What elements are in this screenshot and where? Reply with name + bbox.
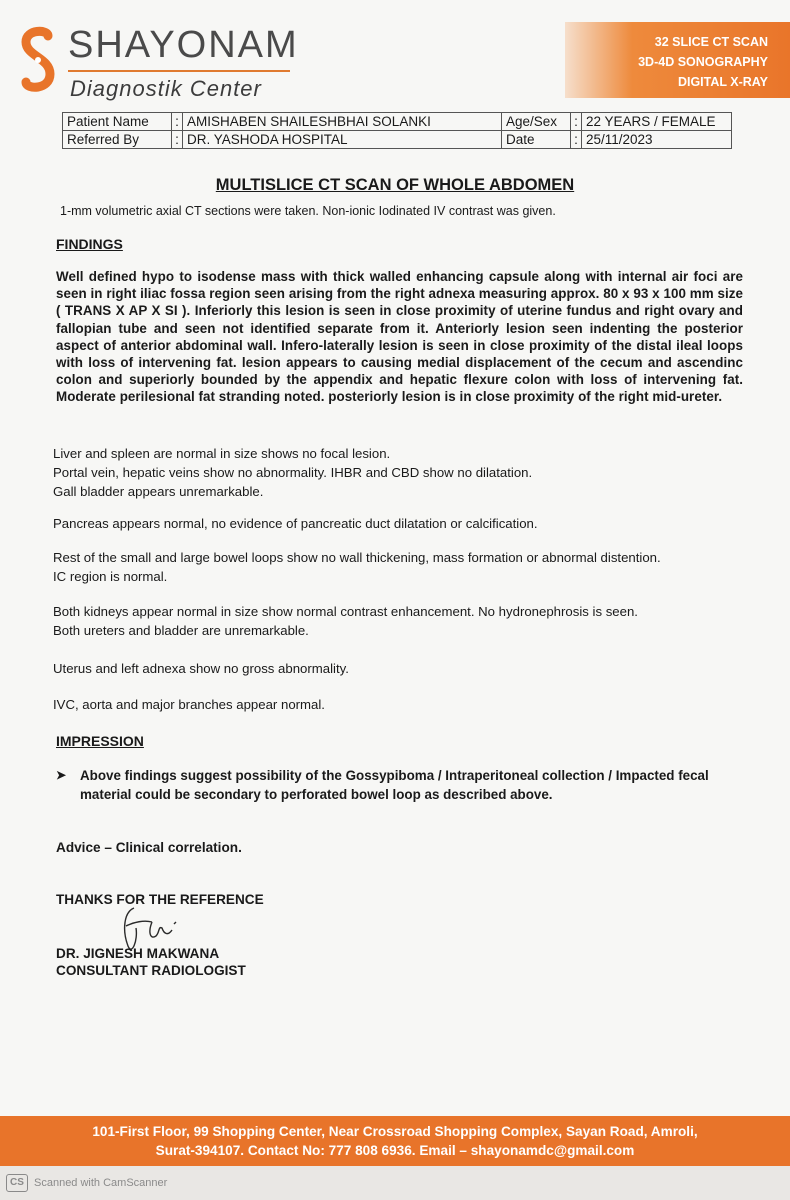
- findings-text: Well defined hypo to isodense mass with thick walled enhancing capsule along with internal air foci are seen in right iliac fossa region seen arising from the right adnexa measuring approx. 80 x 93 x 100 mm size ( TRANS X AP X SI ). Inferiorly this lesion is seen in close proximity of uterine fundus and right ovary and fallopian tube and seen not identified separate from it. Anteriorly lesion seen indenting the posterior aspect of anterior abdominal wall. Infero-laterally lesion is seen in close proximity of the distal ileal loops with loss of intervening fat. lesion appears to causing medial displacement of the cecum and ascendinc colon and superiorly bounded by the appendix and hepatic flexure colon with loss of intervening fat. Moderate perilesional fat stranding noted. posteriorly lesion is in close proximity of the right mid-ureter.: [56, 269, 743, 405]
- findings-heading: FINDINGS: [56, 236, 123, 252]
- bowel-line: IC region is normal.: [53, 569, 168, 584]
- services-banner: [565, 22, 790, 98]
- footer-address-line: 101-First Floor, 99 Shopping Center, Near Crossroad Shopping Complex, Sayan Road, Amroli,: [92, 1124, 698, 1139]
- pancreas-findings: Pancreas appears normal, no evidence of pancreatic duct dilatation or calcification.: [53, 516, 538, 531]
- vessels-findings: IVC, aorta and major branches appear normal.: [53, 697, 325, 712]
- patient-info-table: [62, 112, 732, 149]
- brand-subtitle: Diagnostik Center: [70, 76, 262, 101]
- doctor-name: DR. JIGNESH MAKWANA: [56, 946, 220, 961]
- bowel-findings: [53, 548, 753, 586]
- kidney-line: Both kidneys appear normal in size show normal contrast enhancement. No hydronephrosis is seen.: [53, 604, 638, 619]
- liver-line: Portal vein, hepatic veins show no abnormality. IHBR and CBD show no dilatation.: [53, 465, 533, 480]
- impression-text: Above findings suggest possibility of the Gossypiboma / Intraperitoneal collection / Impacted fecal material could be secondary to perforated bowel loop as described above.: [80, 768, 709, 802]
- kidney-line: Both ureters and bladder are unremarkable.: [53, 623, 309, 638]
- service-xray: DIGITAL X-RAY: [677, 75, 768, 89]
- separator: :: [571, 131, 582, 149]
- footer-address-bar: [0, 1116, 790, 1166]
- separator: :: [571, 113, 582, 131]
- shayonam-logo-icon: [20, 26, 56, 96]
- impression-item: [56, 766, 746, 804]
- separator: :: [172, 113, 183, 131]
- footer-contact-line: Surat-394107. Contact No: 777 808 6936. Email – shayonamdc@gmail.com: [155, 1143, 635, 1158]
- liver-line: Gall bladder appears unremarkable.: [53, 484, 264, 499]
- impression-heading: IMPRESSION: [56, 733, 144, 749]
- bullet-arrow-icon: ➤: [56, 768, 67, 782]
- separator: :: [172, 131, 183, 149]
- doctor-title: CONSULTANT RADIOLOGIST: [56, 963, 246, 978]
- age-sex-label: Age/Sex: [502, 113, 571, 131]
- brand-divider: [68, 70, 290, 72]
- thanks-text: THANKS FOR THE REFERENCE: [56, 892, 264, 907]
- service-ct: 32 SLICE CT SCAN: [654, 35, 768, 49]
- service-sonography: 3D-4D SONOGRAPHY: [638, 55, 768, 69]
- referred-by-label: Referred By: [63, 131, 172, 149]
- age-sex-value: 22 YEARS / FEMALE: [582, 113, 732, 131]
- scanner-text: Scanned with CamScanner: [34, 1177, 168, 1189]
- patient-name-label: Patient Name: [63, 113, 172, 131]
- brand-name: SHAYONAM: [68, 24, 299, 66]
- scanner-watermark: [6, 1174, 167, 1192]
- liver-line: Liver and spleen are normal in size shows no focal lesion.: [53, 446, 391, 461]
- camscanner-icon: CS: [6, 1174, 28, 1192]
- advice-text: Advice – Clinical correlation.: [56, 840, 242, 855]
- report-title: MULTISLICE CT SCAN OF WHOLE ABDOMEN: [215, 176, 575, 194]
- patient-name-value: AMISHABEN SHAILESHBHAI SOLANKI: [183, 113, 502, 131]
- bowel-line: Rest of the small and large bowel loops show no wall thickening, mass formation or abnormal distention.: [53, 550, 661, 565]
- date-value: 25/11/2023: [582, 131, 732, 149]
- referred-by-value: DR. YASHODA HOSPITAL: [183, 131, 502, 149]
- date-label: Date: [502, 131, 571, 149]
- kidney-findings: [53, 602, 753, 640]
- report-intro: 1-mm volumetric axial CT sections were taken. Non-ionic Iodinated IV contrast was given.: [60, 204, 556, 218]
- liver-findings: [53, 444, 753, 501]
- uterus-findings: Uterus and left adnexa show no gross abnormality.: [53, 661, 349, 676]
